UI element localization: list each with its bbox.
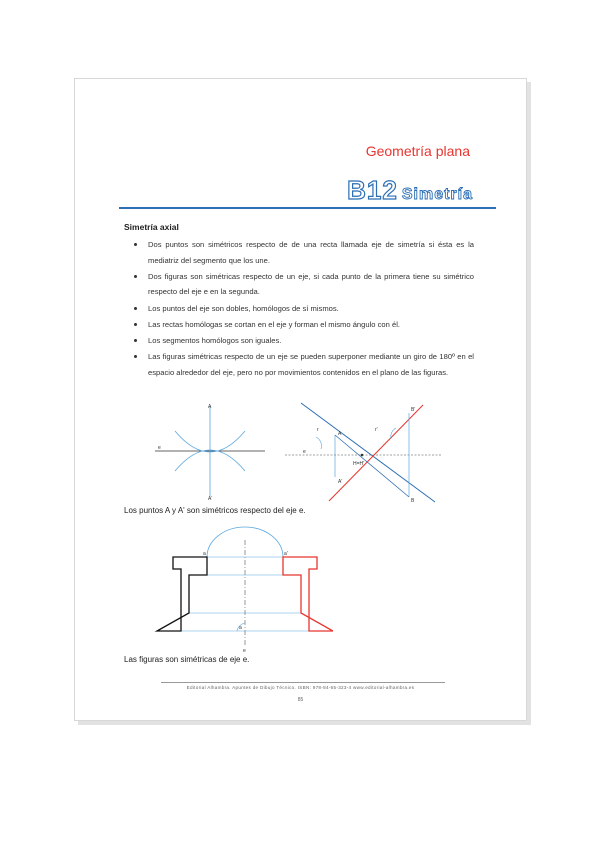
page-number: 85 [297,697,304,703]
list-item [124,333,474,349]
intersection-point [361,454,364,457]
bullet-icon [134,307,137,310]
chapter-name: Simetría [401,186,473,203]
label-angle: a [239,625,242,631]
bullet-icon [134,275,137,278]
bullet-list [124,237,474,381]
label-a-prime: a' [284,551,288,557]
label-a: A [208,404,212,410]
angle-arc [316,437,321,449]
bullet-text: Dos figuras son simétricas respecto de un eje, si cada punto de la primera tiene su simétrico respecto del eje e en la segunda. [148,271,474,297]
symmetric-figure [283,557,333,631]
bullet-text: Las figuras simétricas respecto de un eje se pueden superponer mediante un giro de 180º en el espacio alrededor del eje, pero no por movimientos contenidos en el plano de las figuras. [148,352,474,377]
symmetric-figures-diagram [153,525,333,653]
figure-caption: Las figuras son simétricas de eje e. [124,655,250,664]
label-axis: e [243,648,246,653]
line-r [301,403,435,502]
bullet-icon [134,243,137,246]
label-axis: e [158,445,161,451]
subsection-title: Simetría axial [124,222,179,232]
bullet-text: Las rectas homólogas se cortan en el eje y forman el mismo ángulo con él. [148,319,400,329]
bullet-icon [134,323,137,326]
label-a-prime: A' [208,496,213,501]
label-b-prime: B' [411,407,416,413]
label-intersection: H=H' [353,461,365,467]
original-figure [157,557,207,631]
label-r-prime: r' [375,427,378,433]
bullet-text: Los segmentos homólogos son iguales. [148,335,282,345]
document-page [74,78,527,721]
chapter-heading [75,175,473,206]
label-a-prime: A' [338,479,343,485]
section-title: Geometría plana [365,143,470,159]
footer-rule [161,682,445,683]
list-item [124,237,474,268]
bullet-icon [134,355,137,358]
segment-a-b [335,435,409,497]
bullet-icon [134,339,137,342]
label-a: a [203,551,206,557]
chapter-code: B12 [347,175,398,205]
heading-rule [119,207,496,209]
list-item [124,269,474,300]
figure-caption: Los puntos A y A' son simétricos respecto del eje e. [124,506,306,515]
list-item [124,317,474,333]
bullet-text: Los puntos del eje son dobles, homólogos de sí mismos. [148,303,339,313]
list-item [124,349,474,380]
footer-credit: Editorial Alhambra. Apuntes de Dibujo Técnico. ISBN: 978-84-65-323-4 www.editorial-alhambra.es [186,685,415,690]
list-item [124,301,474,317]
label-a: A [338,431,342,437]
bullet-text: Dos puntos son simétricos respecto de de una recta llamada eje de simetría si ésta es la mediatriz del segmento que los une. [148,240,474,265]
label-axis: e [303,449,306,455]
construction-diagram [150,401,270,501]
label-r: r [317,427,319,433]
label-b: B [411,498,415,504]
symmetry-lines-diagram [283,397,443,507]
